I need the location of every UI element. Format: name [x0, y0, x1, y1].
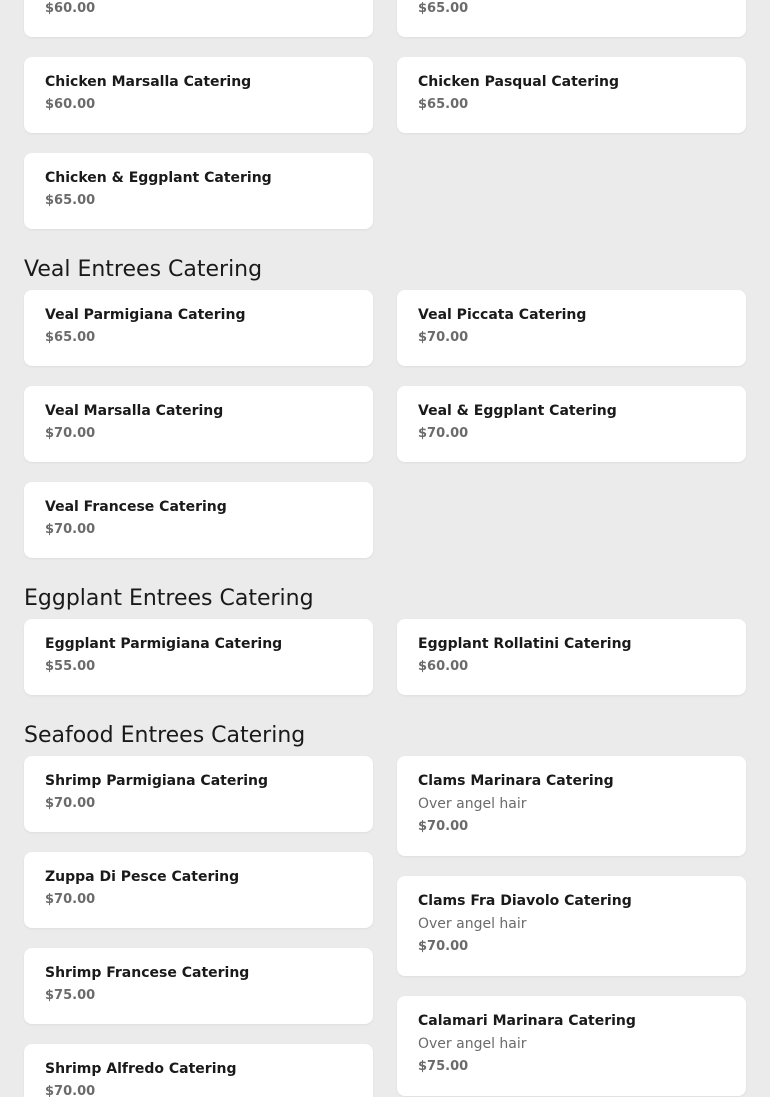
item-name: Shrimp Alfredo Catering	[45, 1061, 237, 1077]
menu-item-card[interactable]	[397, 57, 746, 133]
menu-item-card[interactable]	[397, 619, 746, 695]
item-description: Over angel hair	[418, 1036, 527, 1052]
item-price: $70.00	[418, 939, 469, 954]
menu-item-card[interactable]	[397, 290, 746, 366]
menu-item-card[interactable]	[397, 0, 746, 37]
menu-item-card[interactable]	[397, 876, 746, 976]
item-price: $65.00	[418, 97, 469, 112]
section-title-seafood: Seafood Entrees Catering	[24, 723, 306, 748]
item-name: Clams Fra Diavolo Catering	[418, 893, 632, 909]
item-price: $65.00	[45, 330, 96, 345]
item-price: $70.00	[45, 426, 96, 441]
menu-item-card[interactable]	[24, 756, 373, 832]
item-price: $70.00	[45, 892, 96, 907]
item-description: Over angel hair	[418, 796, 527, 812]
menu-item-card[interactable]	[24, 1044, 373, 1097]
item-name: Shrimp Francese Catering	[45, 965, 250, 981]
item-price: $60.00	[45, 1, 96, 16]
item-name: Eggplant Rollatini Catering	[418, 636, 632, 652]
item-name: Chicken & Eggplant Catering	[45, 170, 272, 186]
menu-item-card[interactable]	[24, 948, 373, 1024]
item-name: Zuppa Di Pesce Catering	[45, 869, 240, 885]
menu-item-card[interactable]	[397, 756, 746, 856]
item-price: $60.00	[418, 659, 469, 674]
item-price: $75.00	[45, 988, 96, 1003]
item-name: Eggplant Parmigiana Catering	[45, 636, 283, 652]
item-name: Veal Francese Catering	[45, 499, 227, 515]
item-name: Calamari Marinara Catering	[418, 1013, 636, 1029]
item-name: Veal Marsalla Catering	[45, 403, 224, 419]
menu-item-card[interactable]	[397, 386, 746, 462]
menu-item-card[interactable]	[24, 153, 373, 229]
item-price: $60.00	[45, 97, 96, 112]
item-description: Over angel hair	[418, 916, 527, 932]
menu-item-card[interactable]	[397, 996, 746, 1096]
item-name: Veal Piccata Catering	[418, 307, 587, 323]
menu-item-card[interactable]	[24, 386, 373, 462]
item-name: Chicken Pasqual Catering	[418, 74, 619, 90]
item-price: $70.00	[418, 426, 469, 441]
item-name: Veal Parmigiana Catering	[45, 307, 246, 323]
item-name: Shrimp Parmigiana Catering	[45, 773, 269, 789]
item-price: $70.00	[45, 522, 96, 537]
section-title-eggplant: Eggplant Entrees Catering	[24, 586, 314, 611]
menu-item-card[interactable]	[24, 482, 373, 558]
menu-item-card[interactable]	[24, 0, 373, 37]
item-price: $55.00	[45, 659, 96, 674]
item-price: $70.00	[45, 1084, 96, 1097]
item-name: Chicken Marsalla Catering	[45, 74, 252, 90]
item-price: $75.00	[418, 1059, 469, 1074]
menu-item-card[interactable]	[24, 290, 373, 366]
menu-item-card[interactable]	[24, 619, 373, 695]
item-price: $70.00	[418, 819, 469, 834]
item-name: Veal & Eggplant Catering	[418, 403, 617, 419]
menu-item-card[interactable]	[24, 852, 373, 928]
item-price: $65.00	[418, 1, 469, 16]
item-price: $65.00	[45, 193, 96, 208]
item-name: Clams Marinara Catering	[418, 773, 614, 789]
menu-item-card[interactable]	[24, 57, 373, 133]
section-title-veal: Veal Entrees Catering	[24, 257, 263, 282]
item-price: $70.00	[45, 796, 96, 811]
item-price: $70.00	[418, 330, 469, 345]
